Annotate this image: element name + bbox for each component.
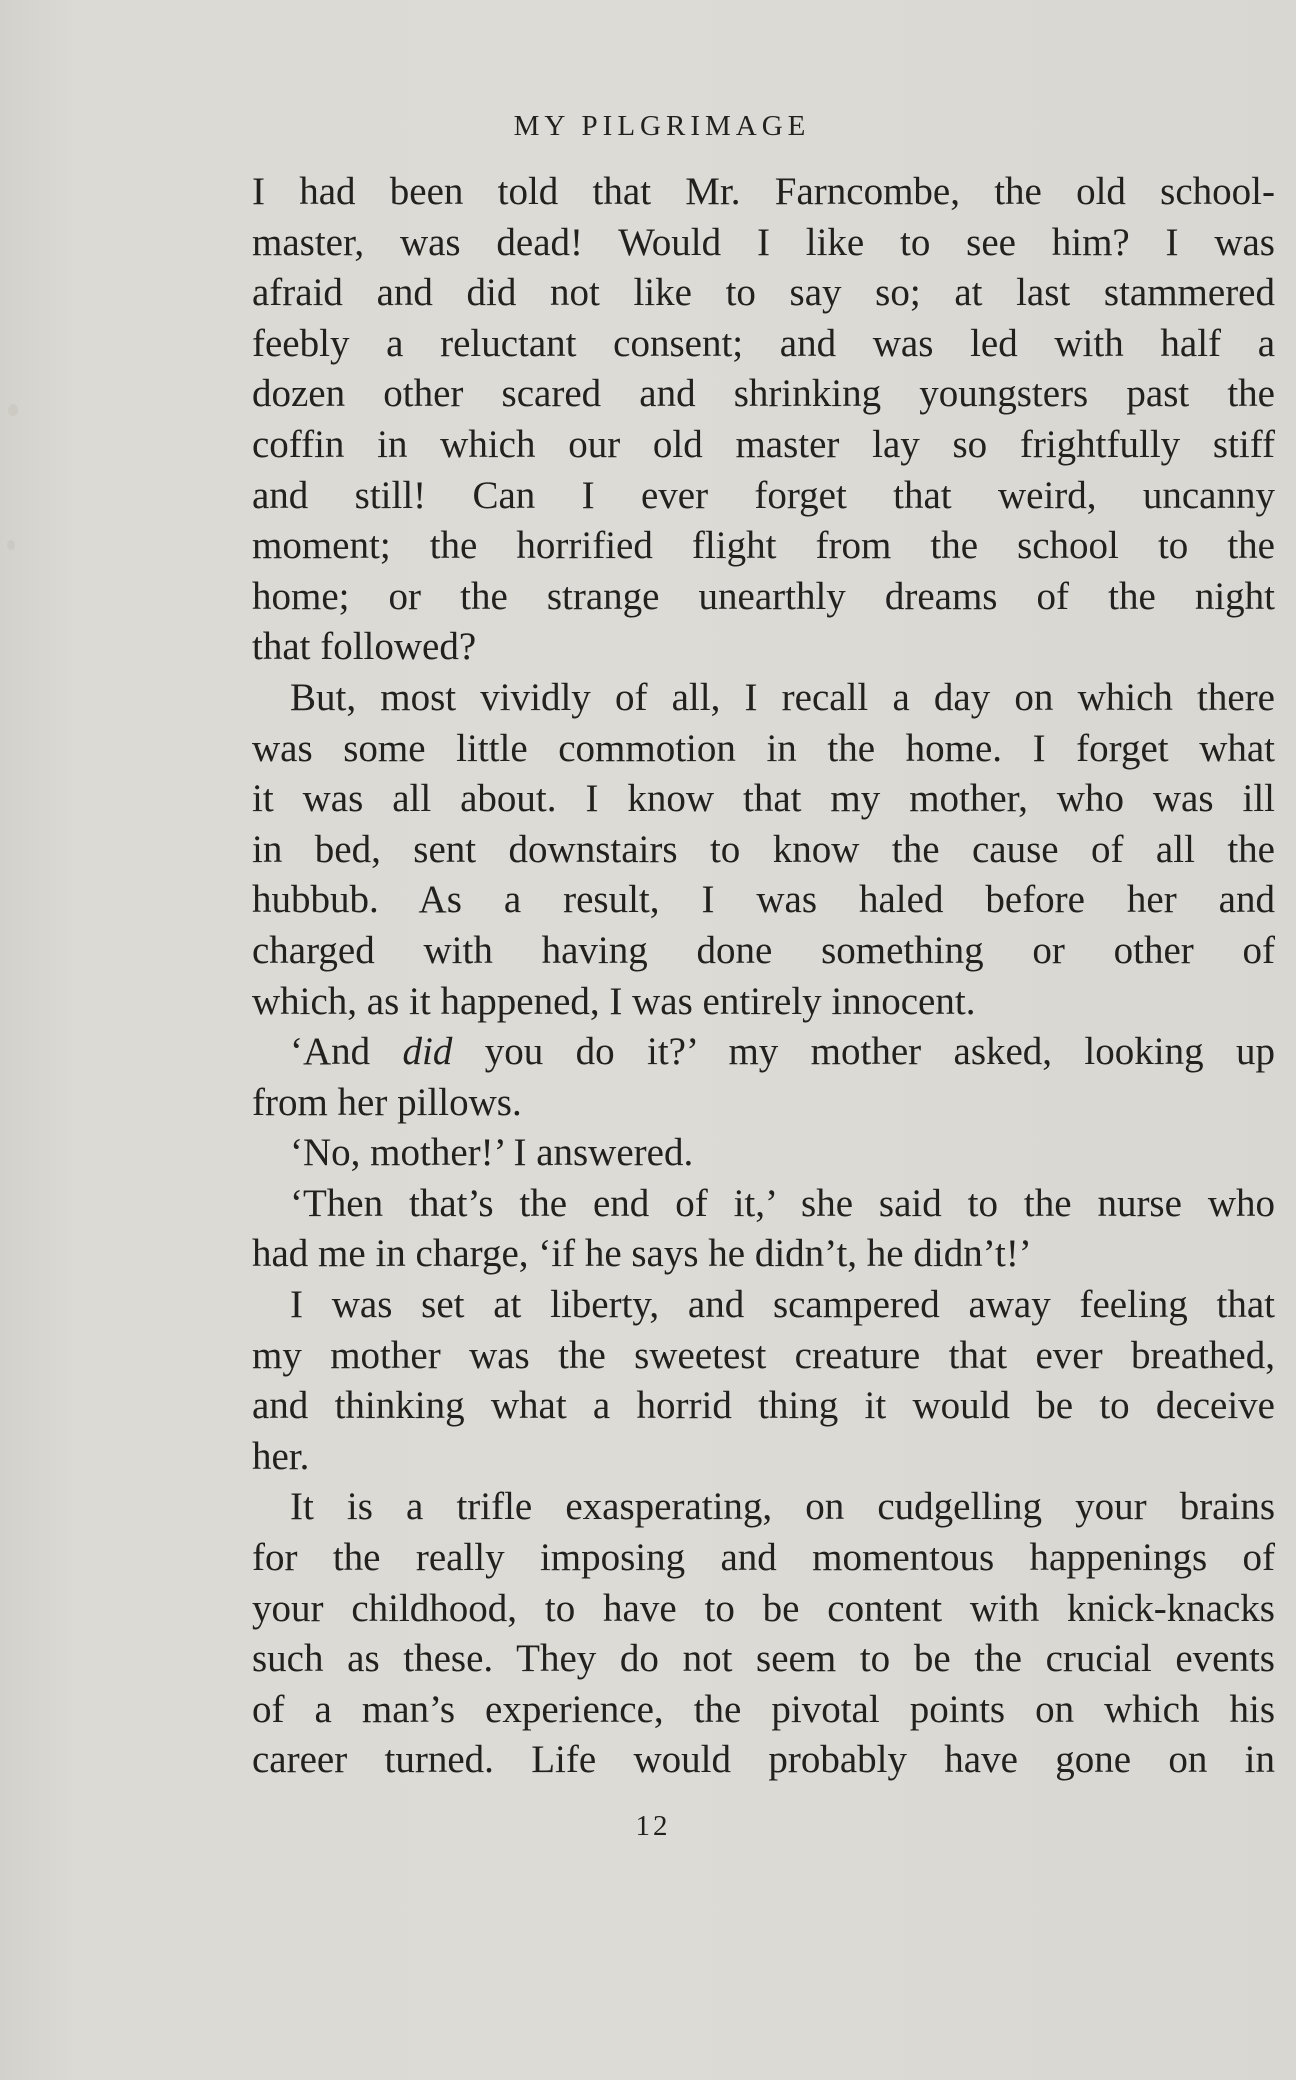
text-segment: ‘And <box>290 1030 403 1074</box>
text-line: I was set at liberty, and scampered away feeling that <box>290 1283 1275 1327</box>
text-line: But, most vividly of all, I recall a day on which there <box>290 675 1275 719</box>
running-head: MY PILGRIMAGE <box>513 110 811 142</box>
text-line: and still! Can I ever forget that weird, uncanny <box>252 473 1275 517</box>
text-line: charged with having done something or other of <box>252 928 1275 972</box>
text-segment: you do it?’ my mother asked, looking up <box>452 1030 1275 1074</box>
text-line: in bed, sent downstairs to know the cause of all the <box>252 827 1275 871</box>
text-line: from her pillows. <box>252 1080 522 1124</box>
text-line: such as these. They do not seem to be the crucial events <box>252 1637 1275 1681</box>
text-line: my mother was the sweetest creature that ever breathed, <box>252 1333 1275 1377</box>
text-line: and thinking what a horrid thing it would be to deceive <box>252 1384 1275 1428</box>
text-line: It is a trifle exasperating, on cudgelling your brains <box>290 1485 1275 1529</box>
text-line: home; or the strange unearthly dreams of the night <box>252 574 1275 618</box>
text-line: feebly a reluctant consent; and was led with half a <box>252 321 1275 365</box>
text-line: it was all about. I know that my mother, who was ill <box>252 777 1275 821</box>
text-line <box>252 1027 1275 1078</box>
text-line: that followed? <box>252 625 477 669</box>
text-line: ‘Then that’s the end of it,’ she said to the nurse who <box>290 1181 1275 1225</box>
page-number: 12 <box>635 1810 671 1842</box>
text-line: coffin in which our old master lay so frightfully stiff <box>252 422 1275 466</box>
text-line: career turned. Life would probably have gone on in <box>252 1738 1275 1782</box>
paper-blemish <box>8 404 18 416</box>
text-line: master, was dead! Would I like to see him? I was <box>252 220 1275 264</box>
text-line: afraid and did not like to say so; at last stammered <box>252 271 1275 315</box>
text-line: ‘No, mother!’ I answered. <box>290 1131 694 1175</box>
text-line: dozen other scared and shrinking youngsters past the <box>252 372 1275 416</box>
text-line: for the really imposing and momentous happenings of <box>252 1536 1275 1580</box>
text-line: of a man’s experience, the pivotal points on which his <box>252 1687 1275 1731</box>
italic-word: did <box>402 1030 453 1074</box>
text-line: which, as it happened, I was entirely innocent. <box>252 979 976 1023</box>
body-text <box>252 167 1275 1786</box>
text-line: I had been told that Mr. Farncombe, the old school- <box>252 170 1275 213</box>
text-line: moment; the horrified flight from the school to the <box>252 524 1275 568</box>
text-line: your childhood, to have to be content with knick-knacks <box>252 1586 1275 1630</box>
text-line: her. <box>252 1434 310 1478</box>
text-line: hubbub. As a result, I was haled before her and <box>252 878 1275 922</box>
text-line: was some little commotion in the home. I forget what <box>252 726 1275 770</box>
paper-blemish <box>7 540 15 550</box>
text-line: had me in charge, ‘if he says he didn’t, he didn’t!’ <box>252 1232 1032 1276</box>
